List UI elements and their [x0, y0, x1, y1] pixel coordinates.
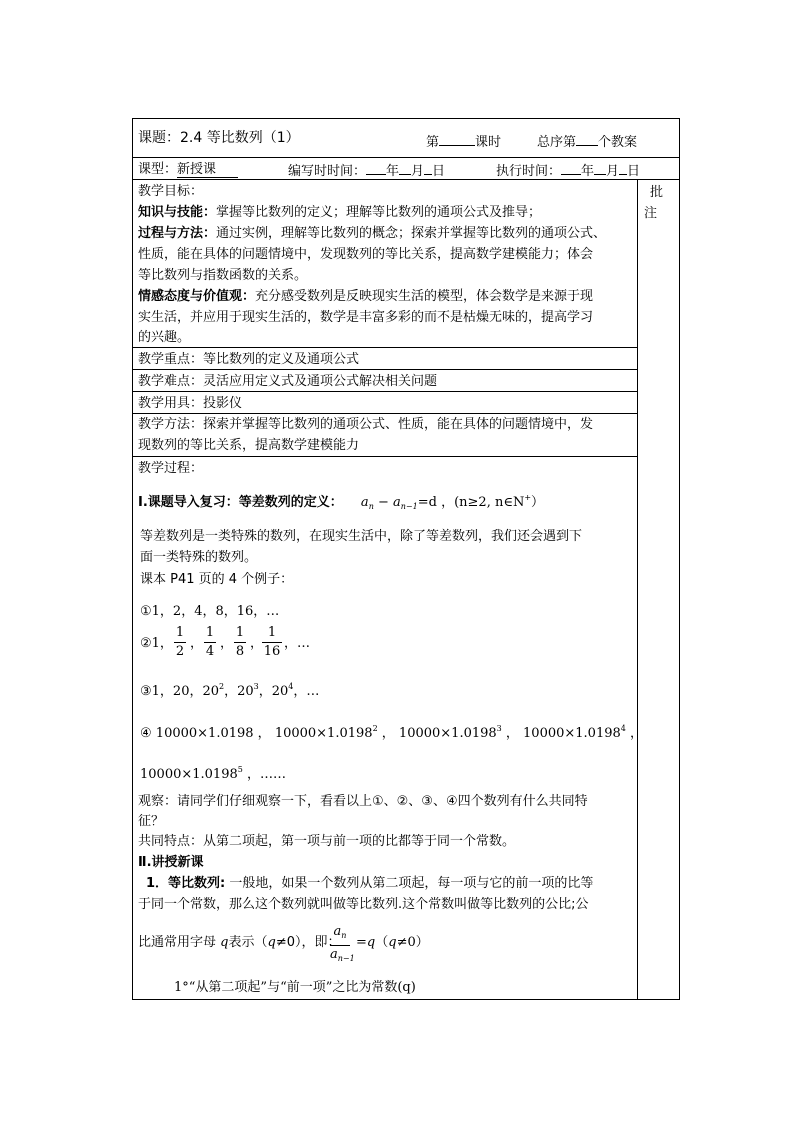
note-1: 1°“从第二项起”与“前一项”之比为常数(q) [174, 980, 416, 995]
definition-line-1: 1．等比数列: 一般地，如果一个数列从第二项起，每一项与它的前一项的比等 [146, 876, 594, 891]
example-2-end: ，… [284, 636, 311, 651]
fraction-quarter: 1 4 [205, 625, 215, 659]
comma: ， [220, 636, 234, 651]
goals-heading: 教学目标： [138, 184, 204, 199]
lesson-type: 课型：新授课 [138, 160, 238, 179]
goal-emotion-1: 情感态度与价值观：充分感受数列是反映现实生活的模型，体会数学是来源于现 [138, 289, 594, 304]
definition-line-3: 比通常用字母 q表示（q≠0），即： [138, 935, 341, 950]
fraction-eighth: 1 8 [235, 625, 245, 659]
lesson-count: 第 课时 [426, 131, 501, 152]
total-count: 总序第 个教案 [537, 131, 637, 152]
example-2-prefix: ②1， [140, 636, 173, 651]
goal-process-3: 等比数列与指数函数的关系。 [138, 268, 308, 283]
teaching-difficulty: 教学难点：灵活应用定义式及通项公式解决相关问题 [138, 374, 438, 389]
goal-emotion-3: 的兴趣。 [138, 330, 191, 345]
book-reference: 课本 P41 页的 4 个例子： [140, 572, 294, 587]
goal-process-2: 性质，能在具体的问题情境中，发现数列的等比关系，提高数学建模能力；体会 [138, 247, 594, 262]
example-1: ①1，2，4，8，16，… [140, 604, 280, 619]
common-feature: 共同特点：从第二项起，第一项与前一项的比都等于同一个常数。 [138, 834, 516, 849]
goal-process-1: 过程与方法：通过实例，理解等比数列的概念；探索并掌握等比数列的通项公式、 [138, 226, 607, 241]
section-2-title: Ⅱ.讲授新课 [138, 855, 204, 870]
teaching-focus: 教学重点：等比数列的定义及通项公式 [138, 352, 360, 367]
ratio-fraction: $a_n$ $a_{n-1}$ [330, 924, 355, 963]
row-divider [132, 347, 637, 348]
comma: ， [190, 636, 204, 651]
fraction-half: 1 2 [175, 625, 185, 659]
definition-line-2: 于同一个常数，那么这个数列就叫做等比数列.这个常数叫做等比数列的公比;公 [138, 897, 589, 912]
section-1-review: Ⅰ.课题导入复习：等差数列的定义： $a_n - a_{n-1}=d$ ，(n≥2, n∈N+） [138, 493, 545, 511]
write-time: 编写时时间： 年 月 日 [288, 160, 445, 181]
ratio-equals: =q（q≠0） [356, 935, 429, 950]
page-title: 课题：2.4 等比数列（1） [138, 130, 300, 146]
row-divider [132, 391, 637, 392]
side-note-pi: 批 [650, 185, 664, 200]
teaching-tools: 教学用具：投影仪 [138, 396, 243, 411]
observe-line-1: 观察：请同学们仔细观察一下，看看以上①、②、③、④四个数列有什么共同特 [138, 794, 588, 809]
teaching-method-2: 现数列的等比关系，提高数学建模能力 [138, 438, 360, 453]
example-4-cont: $10000\times 1.0198^5$ ，…… [140, 765, 286, 782]
intro-line-1: 等差数列是一类特殊的数列，在现实生活中，除了等差数列，我们还会遇到下 [140, 529, 583, 544]
observe-line-2: 征？ [138, 814, 165, 829]
goal-emotion-2: 实生活，并应用于现实生活的，数学是丰富多彩的而不是枯燥无味的，提高学习 [138, 310, 594, 325]
row-divider [132, 369, 637, 370]
process-heading: 教学过程： [138, 461, 204, 476]
example-4: ④ 10000×1.0198 ， $10000\times 1.0198^2$ ， $10000\times 1.0198^3$ ， $10000\times 1.0198^4$ ， [140, 724, 644, 741]
row-divider [132, 157, 680, 158]
row-divider [132, 456, 637, 457]
comma: ， [250, 636, 264, 651]
side-column-divider [637, 179, 638, 1000]
exec-time: 执行时间： 年 月 日 [496, 160, 640, 181]
goal-knowledge: 知识与技能：掌握等比数列的定义；理解等比数列的通项公式及推导； [138, 205, 542, 220]
teaching-method-1: 教学方法：探索并掌握等比数列的通项公式、性质，能在具体的问题情境中，发 [138, 417, 594, 432]
row-divider [132, 413, 637, 414]
intro-line-2: 面一类特殊的数列。 [140, 550, 258, 565]
example-3: ③1，20，$20^2$，$20^3$，$20^4$，… [140, 682, 320, 699]
side-note-zhu: 注 [644, 206, 658, 221]
fraction-sixteenth: 1 16 [263, 625, 281, 659]
